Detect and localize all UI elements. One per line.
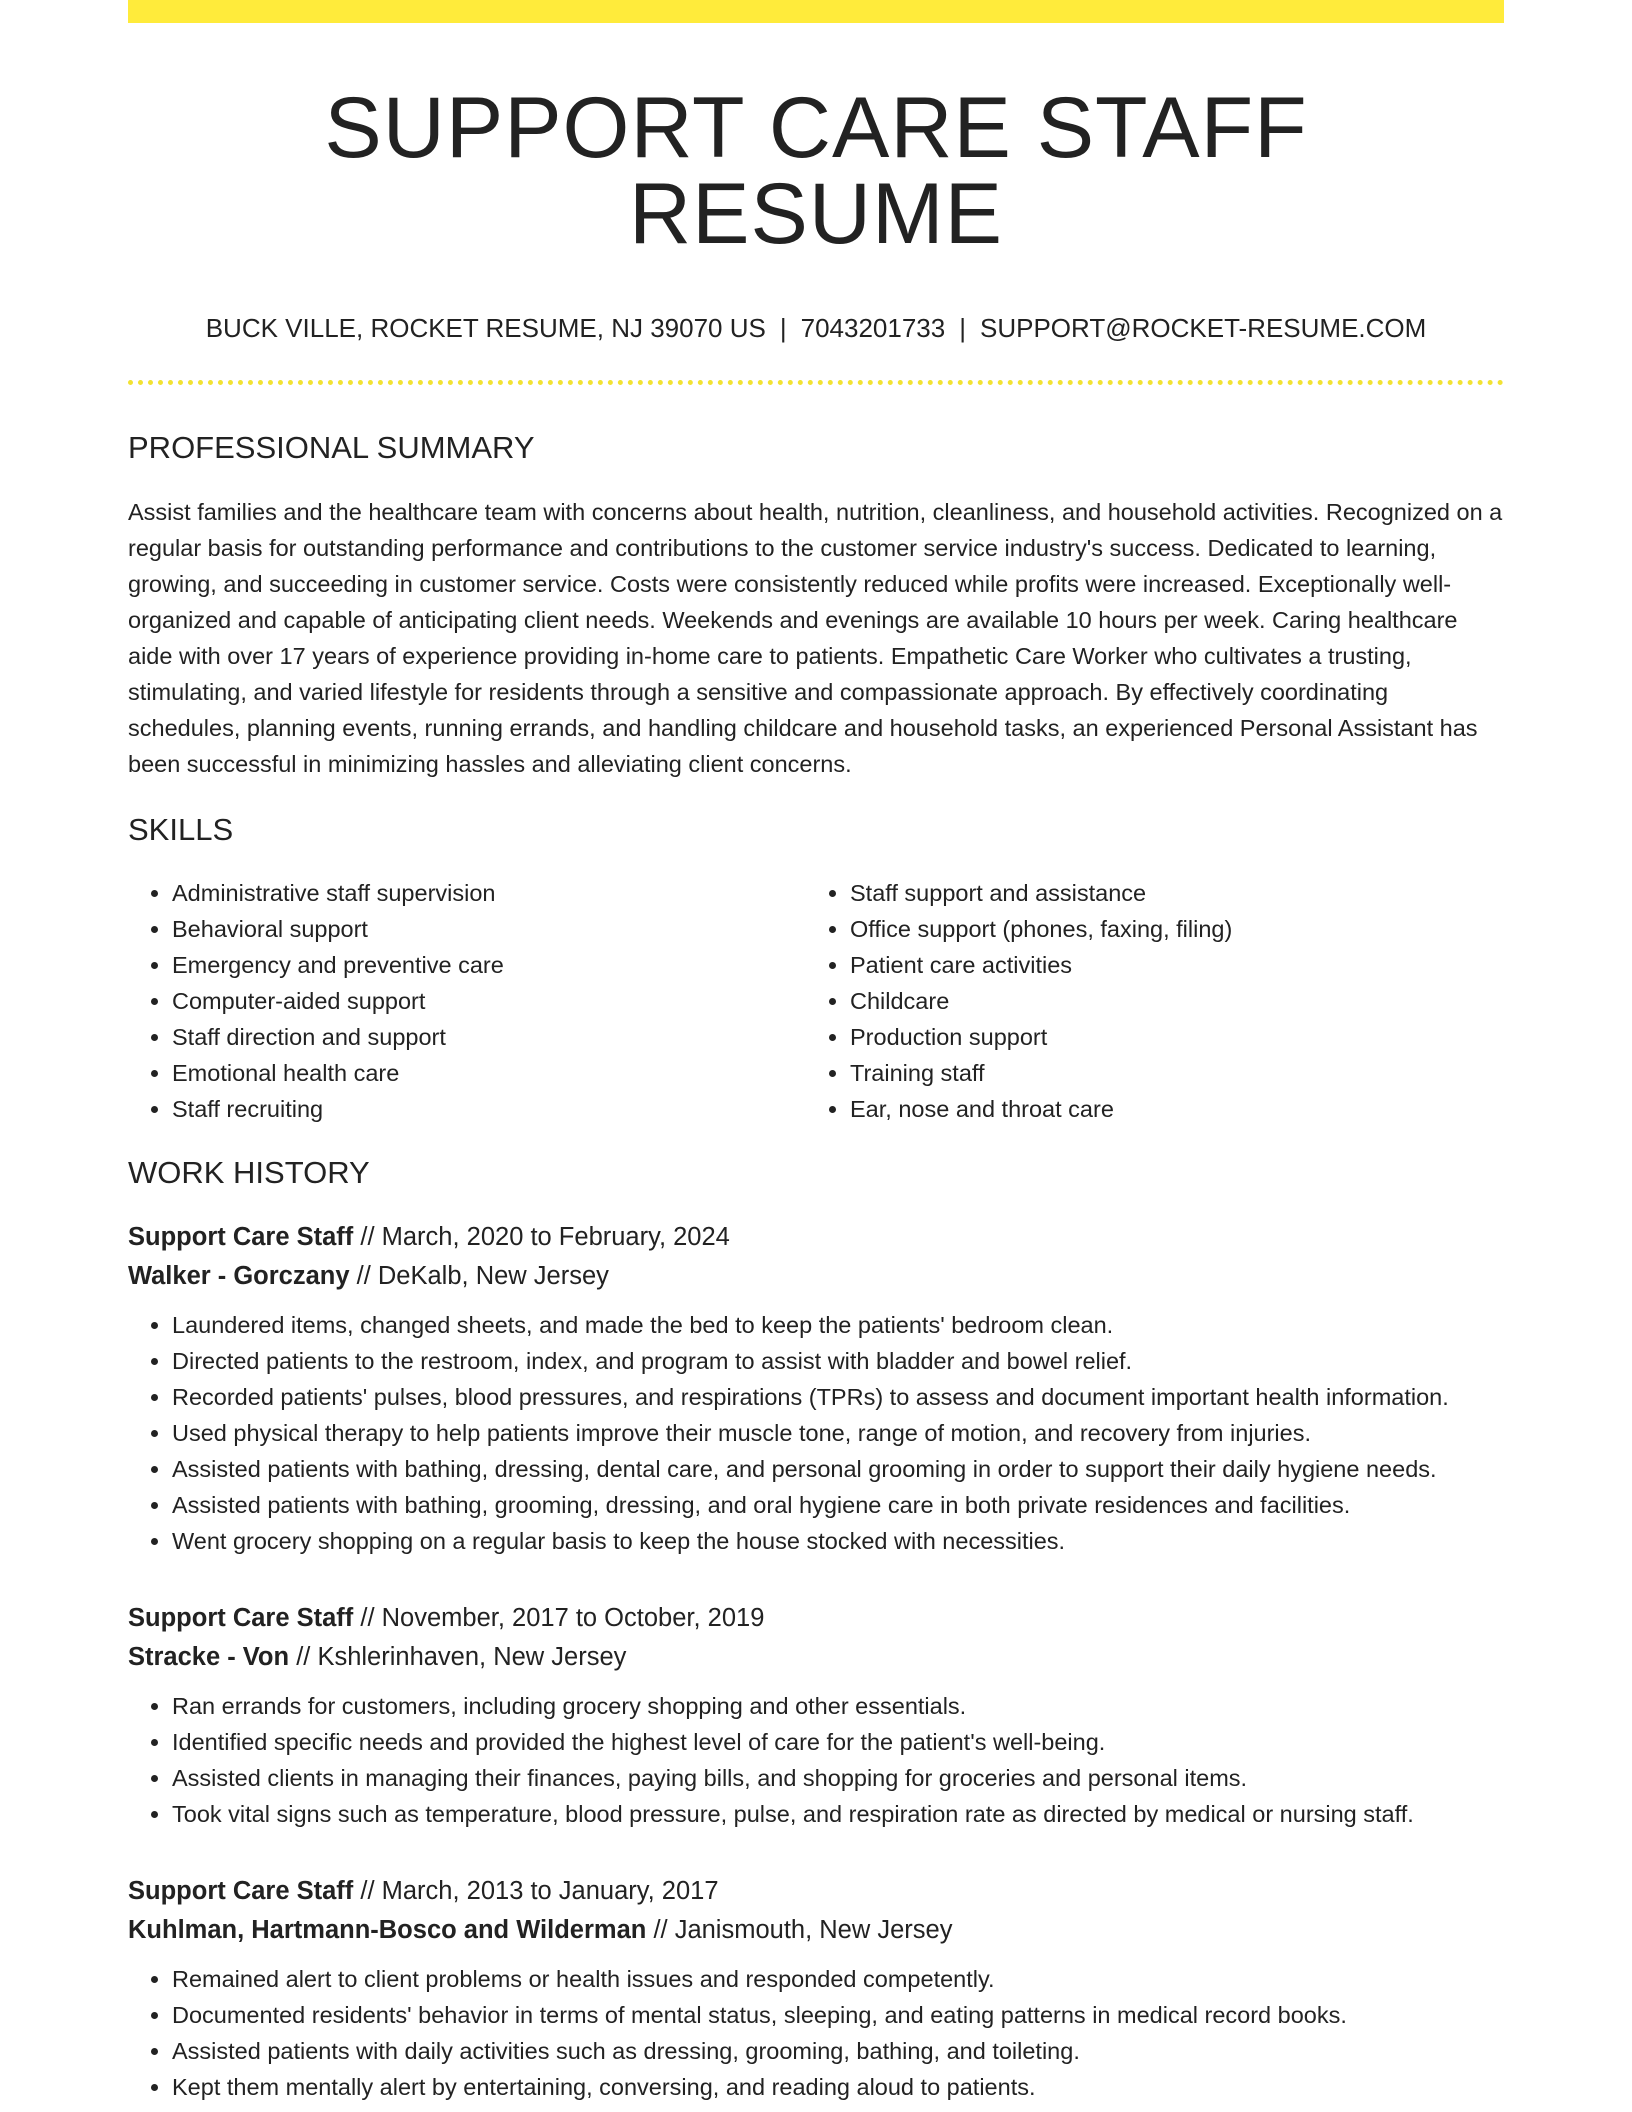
duty-item: • Went grocery shopping on a regular basis to keep the house stocked with necessities.: [172, 1523, 1504, 1559]
job-dates: // March, 2013 to January, 2017: [360, 1877, 719, 1905]
contact-separator: |: [959, 313, 966, 343]
resume-title: SUPPORT CARE STAFF RESUME: [324, 80, 1308, 262]
skill-item: • Ear, nose and throat care: [850, 1091, 1484, 1127]
job-entry: [128, 1872, 1504, 2105]
job-dates: // November, 2017 to October, 2019: [360, 1604, 765, 1632]
skill-item: • Emergency and preventive care: [172, 947, 806, 983]
duty-item: • Assisted patients with bathing, dressing, dental care, and personal grooming in order to support their daily hygiene needs.: [172, 1451, 1504, 1487]
skill-item: • Training staff: [850, 1055, 1484, 1091]
job-company-line: [128, 1257, 1504, 1296]
skills-right-list: [806, 875, 1484, 1127]
skill-item: • Production support: [850, 1019, 1484, 1055]
top-accent-bar: [128, 0, 1504, 23]
job-title-line: [128, 1218, 1504, 1257]
contact-line: [128, 315, 1504, 341]
job-duties: [128, 1688, 1504, 1832]
skill-item: • Emotional health care: [172, 1055, 806, 1091]
duty-item: • Took vital signs such as temperature, blood pressure, pulse, and respiration rate as directed by medical or nursing staff.: [172, 1796, 1504, 1832]
resume-page: [128, 0, 1504, 2105]
dotted-divider: [128, 380, 1504, 385]
job-dates: // March, 2020 to February, 2024: [360, 1223, 730, 1251]
job-duties: [128, 1307, 1504, 1559]
job-location: // Janismouth, New Jersey: [653, 1916, 953, 1944]
duty-item: • Assisted patients with bathing, grooming, dressing, and oral hygiene care in both private residences and facilities.: [172, 1487, 1504, 1523]
skill-item: • Staff support and assistance: [850, 875, 1484, 911]
duty-item: • Ran errands for customers, including grocery shopping and other essentials.: [172, 1688, 1504, 1724]
contact-separator: |: [779, 313, 787, 343]
skill-item: • Patient care activities: [850, 947, 1484, 983]
contact-email: SUPPORT@ROCKET-RESUME.COM: [980, 313, 1427, 343]
duty-item: • Used physical therapy to help patients improve their muscle tone, range of motion, and recovery from injuries.: [172, 1415, 1504, 1451]
contact-phone: 7043201733: [800, 313, 946, 343]
skill-item: • Childcare: [850, 983, 1484, 1019]
work-history-heading: WORK HISTORY: [128, 1155, 370, 1190]
duty-item: • Documented residents' behavior in terms of mental status, sleeping, and eating patterns in medical record books.: [172, 1997, 1504, 2033]
job-location: // DeKalb, New Jersey: [356, 1262, 609, 1290]
skill-item: • Office support (phones, faxing, filing): [850, 911, 1484, 947]
skills-heading: SKILLS: [128, 812, 234, 847]
skill-item: • Administrative staff supervision: [172, 875, 806, 911]
job-title-line: [128, 1872, 1504, 1911]
job-company-line: [128, 1911, 1504, 1950]
duty-item: • Assisted clients in managing their finances, paying bills, and shopping for groceries and personal items.: [172, 1760, 1504, 1796]
job-title: Support Care Staff: [128, 1604, 354, 1632]
duty-item: • Identified specific needs and provided the highest level of care for the patient's well-being.: [172, 1724, 1504, 1760]
job-title-line: [128, 1599, 1504, 1638]
skill-item: • Staff recruiting: [172, 1091, 806, 1127]
duty-item: • Directed patients to the restroom, index, and program to assist with bladder and bowel relief.: [172, 1343, 1504, 1379]
duty-item: • Recorded patients' pulses, blood pressures, and respirations (TPRs) to assess and document important health information.: [172, 1379, 1504, 1415]
duty-item: • Assisted patients with daily activities such as dressing, grooming, bathing, and toileting.: [172, 2033, 1504, 2069]
job-company: Kuhlman, Hartmann-Bosco and Wilderman: [128, 1916, 647, 1944]
job-company: Walker - Gorczany: [128, 1262, 350, 1290]
job-duties: [128, 1961, 1504, 2105]
skill-item: • Staff direction and support: [172, 1019, 806, 1055]
job-title: Support Care Staff: [128, 1223, 354, 1251]
skill-item: • Computer-aided support: [172, 983, 806, 1019]
skills-left-list: [128, 875, 806, 1127]
job-company: Stracke - Von: [128, 1643, 290, 1671]
skills-columns: [128, 875, 1504, 1127]
duty-item: • Remained alert to client problems or health issues and responded competently.: [172, 1961, 1504, 1997]
summary-heading: PROFESSIONAL SUMMARY: [128, 430, 535, 465]
duty-item: • Kept them mentally alert by entertaining, conversing, and reading aloud to patients.: [172, 2069, 1504, 2105]
job-title: Support Care Staff: [128, 1877, 354, 1905]
job-location: // Kshlerinhaven, New Jersey: [296, 1643, 627, 1671]
job-entry: [128, 1218, 1504, 1559]
job-company-line: [128, 1638, 1504, 1677]
duty-item: • Laundered items, changed sheets, and made the bed to keep the patients' bedroom clean.: [172, 1307, 1504, 1343]
summary-text: Assist families and the healthcare team with concerns about health, nutrition, cleanliness, and household activities. Recognized on a regular basis for outstanding performance and contributions to the customer service industry's success. Dedicated to learning, growing, and succeeding in customer service. Costs were consistently reduced while profits were increased. Exceptionally well-organized and capable of anticipating client needs. Weekends and evenings are available 10 hours per week. Caring healthcare aide with over 17 years of experience providing in-home care to patients. Empathetic Care Worker who cultivates a trusting, stimulating, and varied lifestyle for residents through a sensitive and compassionate approach. By effectively coordinating schedules, planning events, running errands, and handling childcare and household tasks, an experienced Personal Assistant has been successful in minimizing hassles and alleviating client concerns.: [128, 499, 1503, 777]
contact-address: BUCK VILLE, ROCKET RESUME, NJ 39070 US: [205, 313, 766, 343]
job-entry: [128, 1599, 1504, 1832]
skill-item: • Behavioral support: [172, 911, 806, 947]
